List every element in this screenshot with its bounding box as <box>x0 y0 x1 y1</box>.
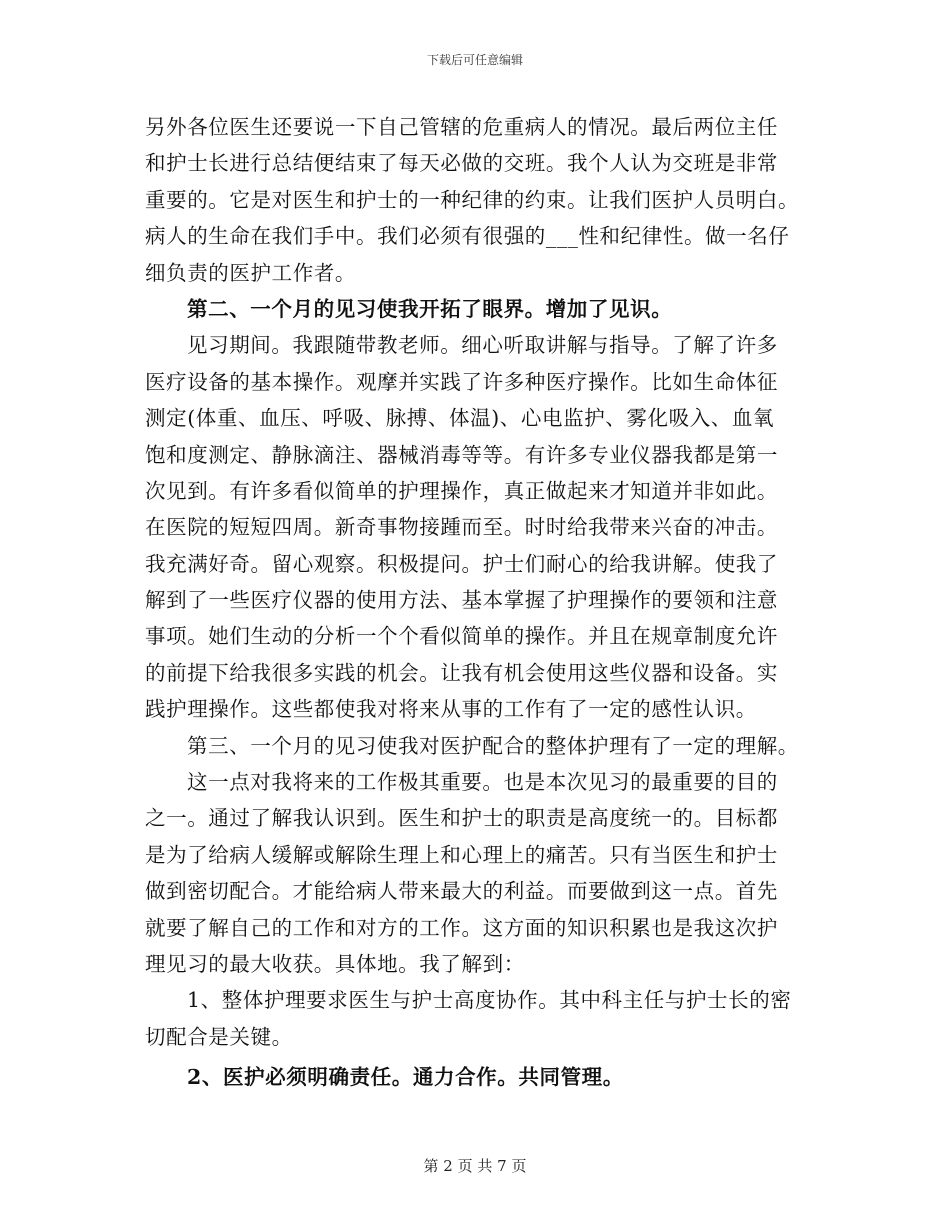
text-line: 医疗设备的基本操作。观摩并实践了许多种医疗操作。比如生命体征 <box>145 369 778 394</box>
text-line: 另外各位医生还要说一下自己管辖的危重病人的情况。最后两位主任 <box>145 115 778 139</box>
list-item: 1、整体护理要求医生与护士高度协作。其中科主任与护士长的密 <box>187 988 792 1013</box>
text-line: 我充满好奇。留心观察。积极提问。护士们耐心的给我讲解。使我了 <box>145 551 778 576</box>
text-line: 测定(体重、血压、呼吸、脉搏、体温)、心电监护、雾化吸入、血氧 <box>145 406 775 431</box>
text-line: 重要的。它是对医生和护士的一种纪律的约束。让我们医护人员明白。 <box>145 187 800 212</box>
text-line: 饱和度测定、静脉滴注、器械消毒等等。有许多专业仪器我都是第一 <box>145 442 778 467</box>
text-line: 见习期间。我跟随带教老师。细心听取讲解与指导。了解了许多 <box>187 333 778 358</box>
text-line: 在医院的短短四周。新奇事物接踵而至。时时给我带来兴奋的冲击。 <box>145 515 778 540</box>
text-line: 的前提下给我很多实践的机会。让我有机会使用这些仪器和设备。实 <box>145 660 778 685</box>
text-line: 切配合是关键。 <box>145 1024 293 1049</box>
text-line: 理见习的最大收获。具体地。我了解到： <box>145 951 525 976</box>
page-header: 下载后可任意编辑 <box>426 53 523 67</box>
section-heading: 第二、一个月的见习使我开拓了眼界。增加了见识。 <box>187 296 673 321</box>
text-line: 细负责的医护工作者。 <box>145 260 356 285</box>
document-body <box>145 109 815 1096</box>
section-heading: 第三、一个月的见习使我对医护配合的整体护理有了一定的理解。 <box>187 733 799 758</box>
list-item-heading: 2、医护必须明确责任。通力合作。共同管理。 <box>187 1065 624 1090</box>
text-line: 次见到。有许多看似简单的护理操作，真正做起来才知道并非如此。 <box>145 478 778 503</box>
text-line: 践护理操作。这些都使我对将来从事的工作有了一定的感性认识。 <box>145 697 757 722</box>
text-line: 之一。通过了解我认识到。医生和护士的职责是高度统一的。目标都 <box>145 806 778 831</box>
text-line: 和护士长进行总结便结束了每天必做的交班。我个人认为交班是非常 <box>145 151 778 176</box>
text-line: 做到密切配合。才能给病人带来最大的利益。而要做到这一点。首先 <box>145 879 778 904</box>
text-line: 是为了给病人缓解或解除生理上和心理上的痛苦。只有当医生和护士 <box>145 842 778 867</box>
text-line: 这一点对我将来的工作极其重要。也是本次见习的最重要的目的 <box>187 770 778 795</box>
text-line: 事项。她们生动的分析一个个看似简单的操作。并且在规章制度允许 <box>145 624 778 649</box>
text-line: 就要了解自己的工作和对方的工作。这方面的知识积累也是我这次护 <box>145 915 778 940</box>
page-footer: 第 2 页 共 7 页 <box>423 1157 527 1175</box>
text-line: 解到了一些医疗仪器的使用方法、基本掌握了护理操作的要领和注意 <box>145 588 778 613</box>
text-line: 病人的生命在我们手中。我们必须有很强的___性和纪律性。做一名仔 <box>145 224 790 249</box>
